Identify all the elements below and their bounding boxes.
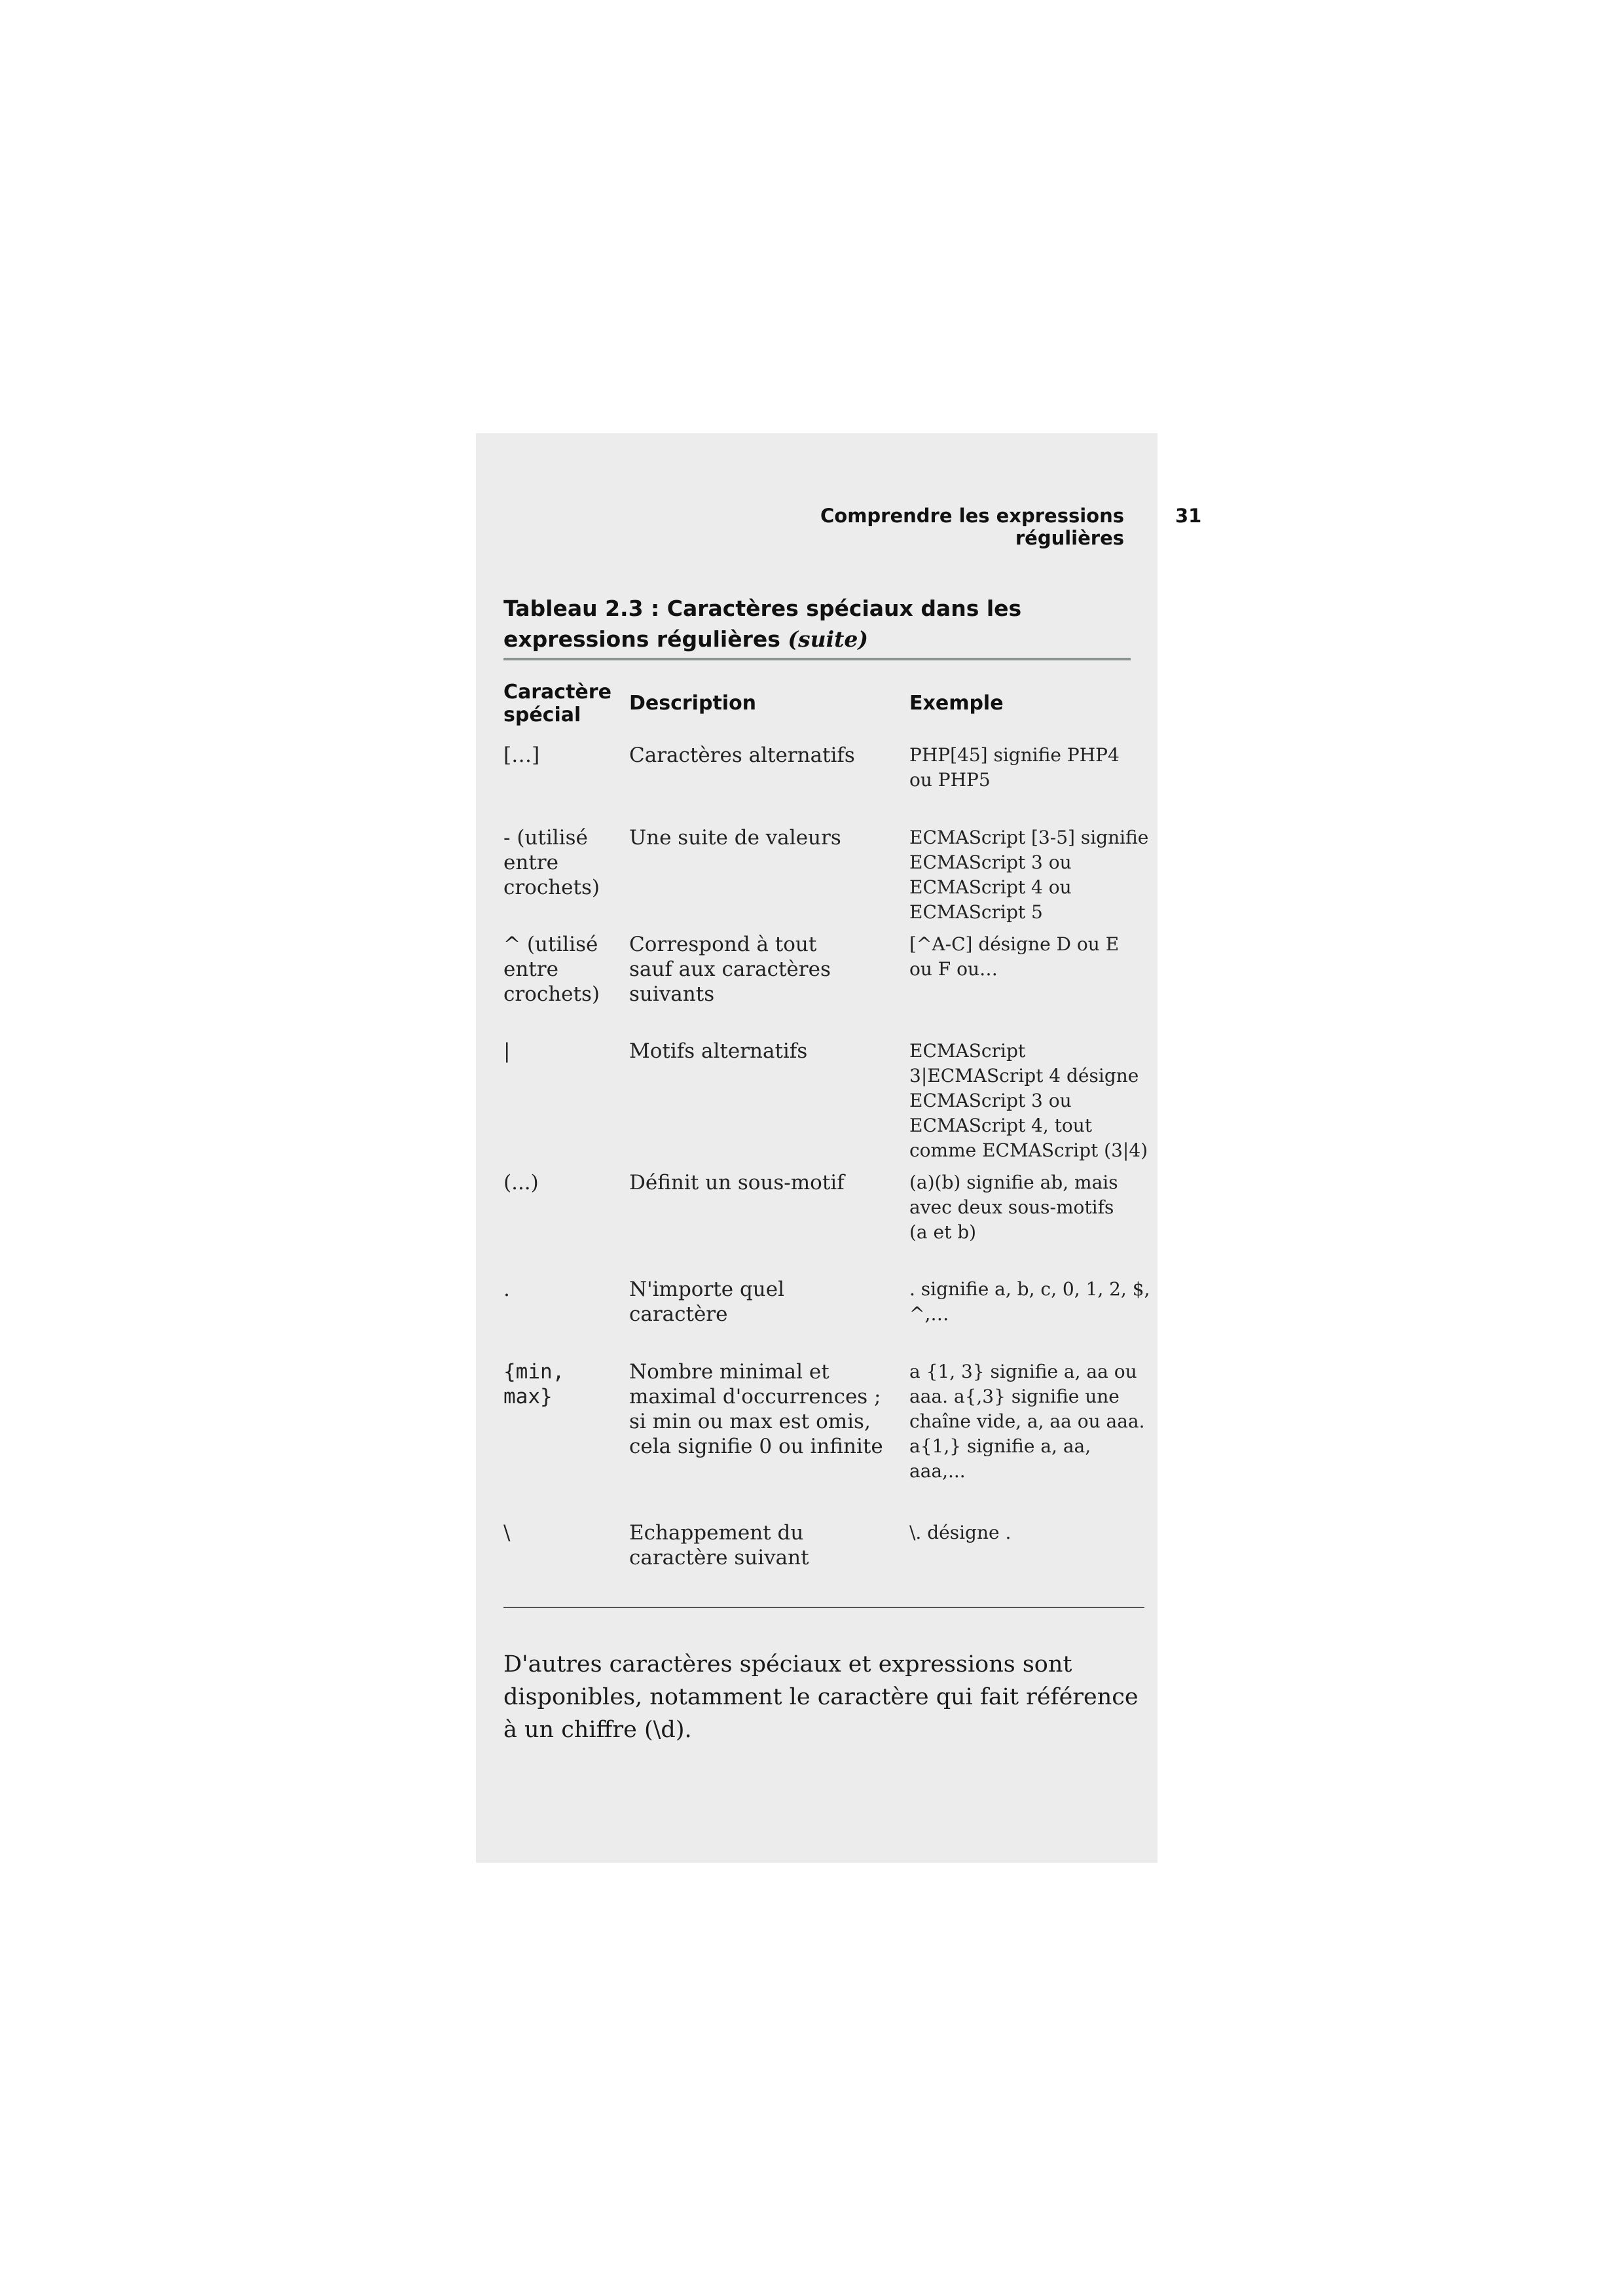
table-header-row — [503, 681, 1145, 743]
row-char: - (utilisé entre crochets) — [503, 826, 600, 899]
row-char: . — [503, 1278, 510, 1301]
row-char: […] — [503, 744, 540, 767]
row-example: [^A-C] désigne D ou E ou F ou… — [909, 933, 1120, 980]
row-example: (a)(b) signifie ab, mais avec deux sous-motifs (a et b) — [909, 1172, 1118, 1243]
special-characters-table — [503, 681, 1150, 1579]
row-description: Caractères alternatifs — [629, 744, 855, 767]
table-row — [503, 1520, 1145, 1579]
column-header-example: Exemple — [909, 692, 1004, 715]
row-example: ECMAScript 3|ECMAScript 4 désigne ECMAScript 3 ou ECMAScript 4, tout comme ECMAScript (3|4) — [909, 1040, 1148, 1161]
row-description: Nombre minimal et maximal d'occurrences ; si min ou max est omis, cela signifie 0 ou infinite — [629, 1360, 883, 1458]
table-row — [503, 1039, 1148, 1170]
page-number: 31 — [1175, 505, 1202, 527]
table-bottom-rule — [503, 1607, 1144, 1608]
row-example: ECMAScript [3-5] signifie ECMAScript 3 ou ECMAScript 4 ou ECMAScript 5 — [909, 827, 1149, 923]
row-description: Motifs alternatifs — [629, 1039, 808, 1063]
caption-title: Tableau 2.3 : Caractères spéciaux dans les expressions régulières — [503, 596, 1022, 652]
caption-suffix: (suite) — [788, 626, 868, 652]
table-row — [503, 743, 1145, 825]
row-example: \. désigne . — [909, 1522, 1012, 1543]
table-row — [503, 932, 1145, 1039]
row-description: Correspond à tout sauf aux caractères suivants — [629, 933, 831, 1006]
row-char: (...) — [503, 1171, 539, 1194]
table-row — [503, 1277, 1150, 1359]
table-row — [503, 1170, 1145, 1277]
row-example: . signifie a, b, c, 0, 1, 2, $, ^,… — [909, 1278, 1150, 1325]
row-char: \ — [503, 1521, 511, 1545]
row-description: Une suite de valeurs — [629, 826, 841, 850]
row-char: {min, max} — [503, 1360, 565, 1408]
table-row — [503, 1359, 1145, 1520]
row-description: Définit un sous-motif — [629, 1171, 845, 1194]
row-example: PHP[45] signifie PHP4 ou PHP5 — [909, 744, 1120, 791]
table-caption — [503, 593, 1132, 655]
row-description: N'importe quel caractère — [629, 1278, 785, 1326]
running-title: Comprendre les expressions régulières — [820, 505, 1124, 549]
column-header-description: Description — [629, 692, 757, 715]
body-paragraph: D'autres caractères spéciaux et expressions sont disponibles, notamment le caractère qui fait référence à un chiffre (\d). — [503, 1651, 1139, 1743]
row-char: ^ (utilisé entre crochets) — [503, 933, 600, 1006]
row-description: Echappement du caractère suivant — [629, 1521, 809, 1570]
row-char: | — [503, 1039, 511, 1063]
table-row — [503, 825, 1149, 932]
column-header-char: Caractère spécial — [503, 681, 611, 726]
row-example: a {1, 3} signifie a, aa ou aaa. a{,3} signifie une chaîne vide, a, aa ou aaa. a{1,} signifie a, aa, aaa,... — [909, 1361, 1145, 1482]
caption-rule — [503, 658, 1131, 660]
